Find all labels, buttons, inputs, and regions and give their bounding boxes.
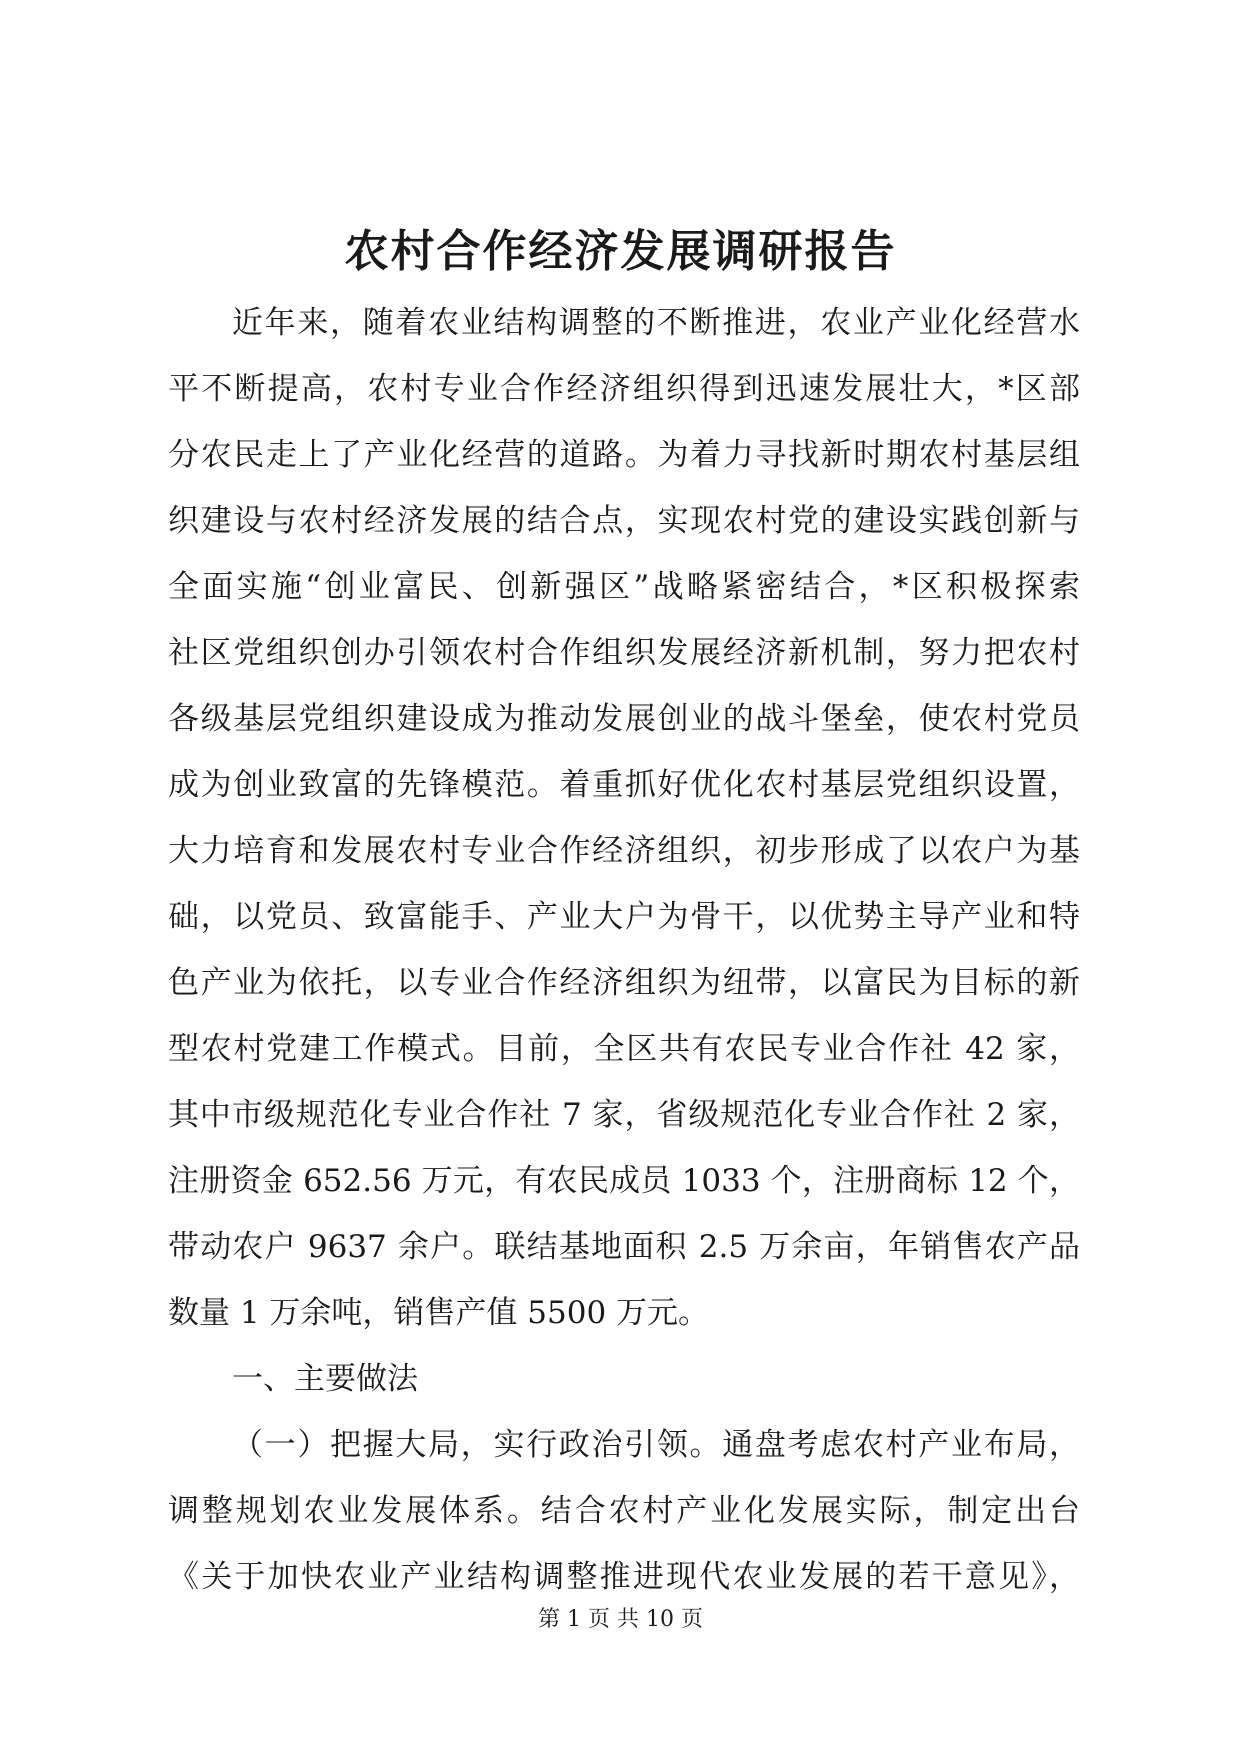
text-line: 全面实施“创业富民、创新强区”战略紧密结合，*区积极探索 [168, 569, 1080, 605]
text-line: 色产业为依托，以专业合作经济组织为纽带，以富民为目标的新 [168, 965, 1080, 1001]
text-line: 其中市级规范化专业合作社 7 家，省级规范化专业合作社 2 家， [168, 1097, 1080, 1133]
text-line: 大力培育和发展农村专业合作经济组织，初步形成了以农户为基 [168, 833, 1080, 869]
text-line: 织建设与农村经济发展的结合点，实现农村党的建设实践创新与 [168, 503, 1080, 539]
text-line: 型农村党建工作模式。目前，全区共有农民专业合作社 42 家， [168, 1031, 1080, 1067]
text-line: 带动农户 9637 余户。联结基地面积 2.5 万余亩，年销售农产品 [168, 1229, 1080, 1265]
text-line: 平不断提高，农村专业合作经济组织得到迅速发展壮大，*区部 [168, 371, 1080, 407]
text-line: 调整规划农业发展体系。结合农村产业化发展实际，制定出台 [168, 1493, 1080, 1529]
text-line: 分农民走上了产业化经营的道路。为着力寻找新时期农村基层组 [168, 437, 1080, 473]
text-line: （一）把握大局，实行政治引领。通盘考虑农村产业布局， [232, 1427, 1080, 1463]
text-line: 注册资金 652.56 万元，有农民成员 1033 个，注册商标 12 个， [168, 1163, 1080, 1199]
text-line: 《关于加快农业产业结构调整推进现代农业发展的若干意见》， [168, 1559, 1080, 1595]
page-number-footer: 第 1 页 共 10 页 [538, 1607, 703, 1632]
text-line: 础，以党员、致富能手、产业大户为骨干，以优势主导产业和特 [168, 899, 1080, 935]
text-line: 成为创业致富的先锋模范。着重抓好优化农村基层党组织设置， [168, 767, 1080, 803]
document-body [168, 290, 1080, 1610]
text-line: 数量 1 万余吨，销售产值 5500 万元。 [168, 1295, 710, 1331]
document-title: 农村合作经济发展调研报告 [344, 226, 897, 277]
text-line: 各级基层党组织建设成为推动发展创业的战斗堡垒，使农村党员 [168, 701, 1080, 737]
section-heading: 一、主要做法 [232, 1361, 418, 1397]
text-line: 社区党组织创办引领农村合作组织发展经济新机制，努力把农村 [168, 635, 1080, 671]
text-line: 近年来，随着农业结构调整的不断推进，农业产业化经营水 [232, 305, 1080, 341]
